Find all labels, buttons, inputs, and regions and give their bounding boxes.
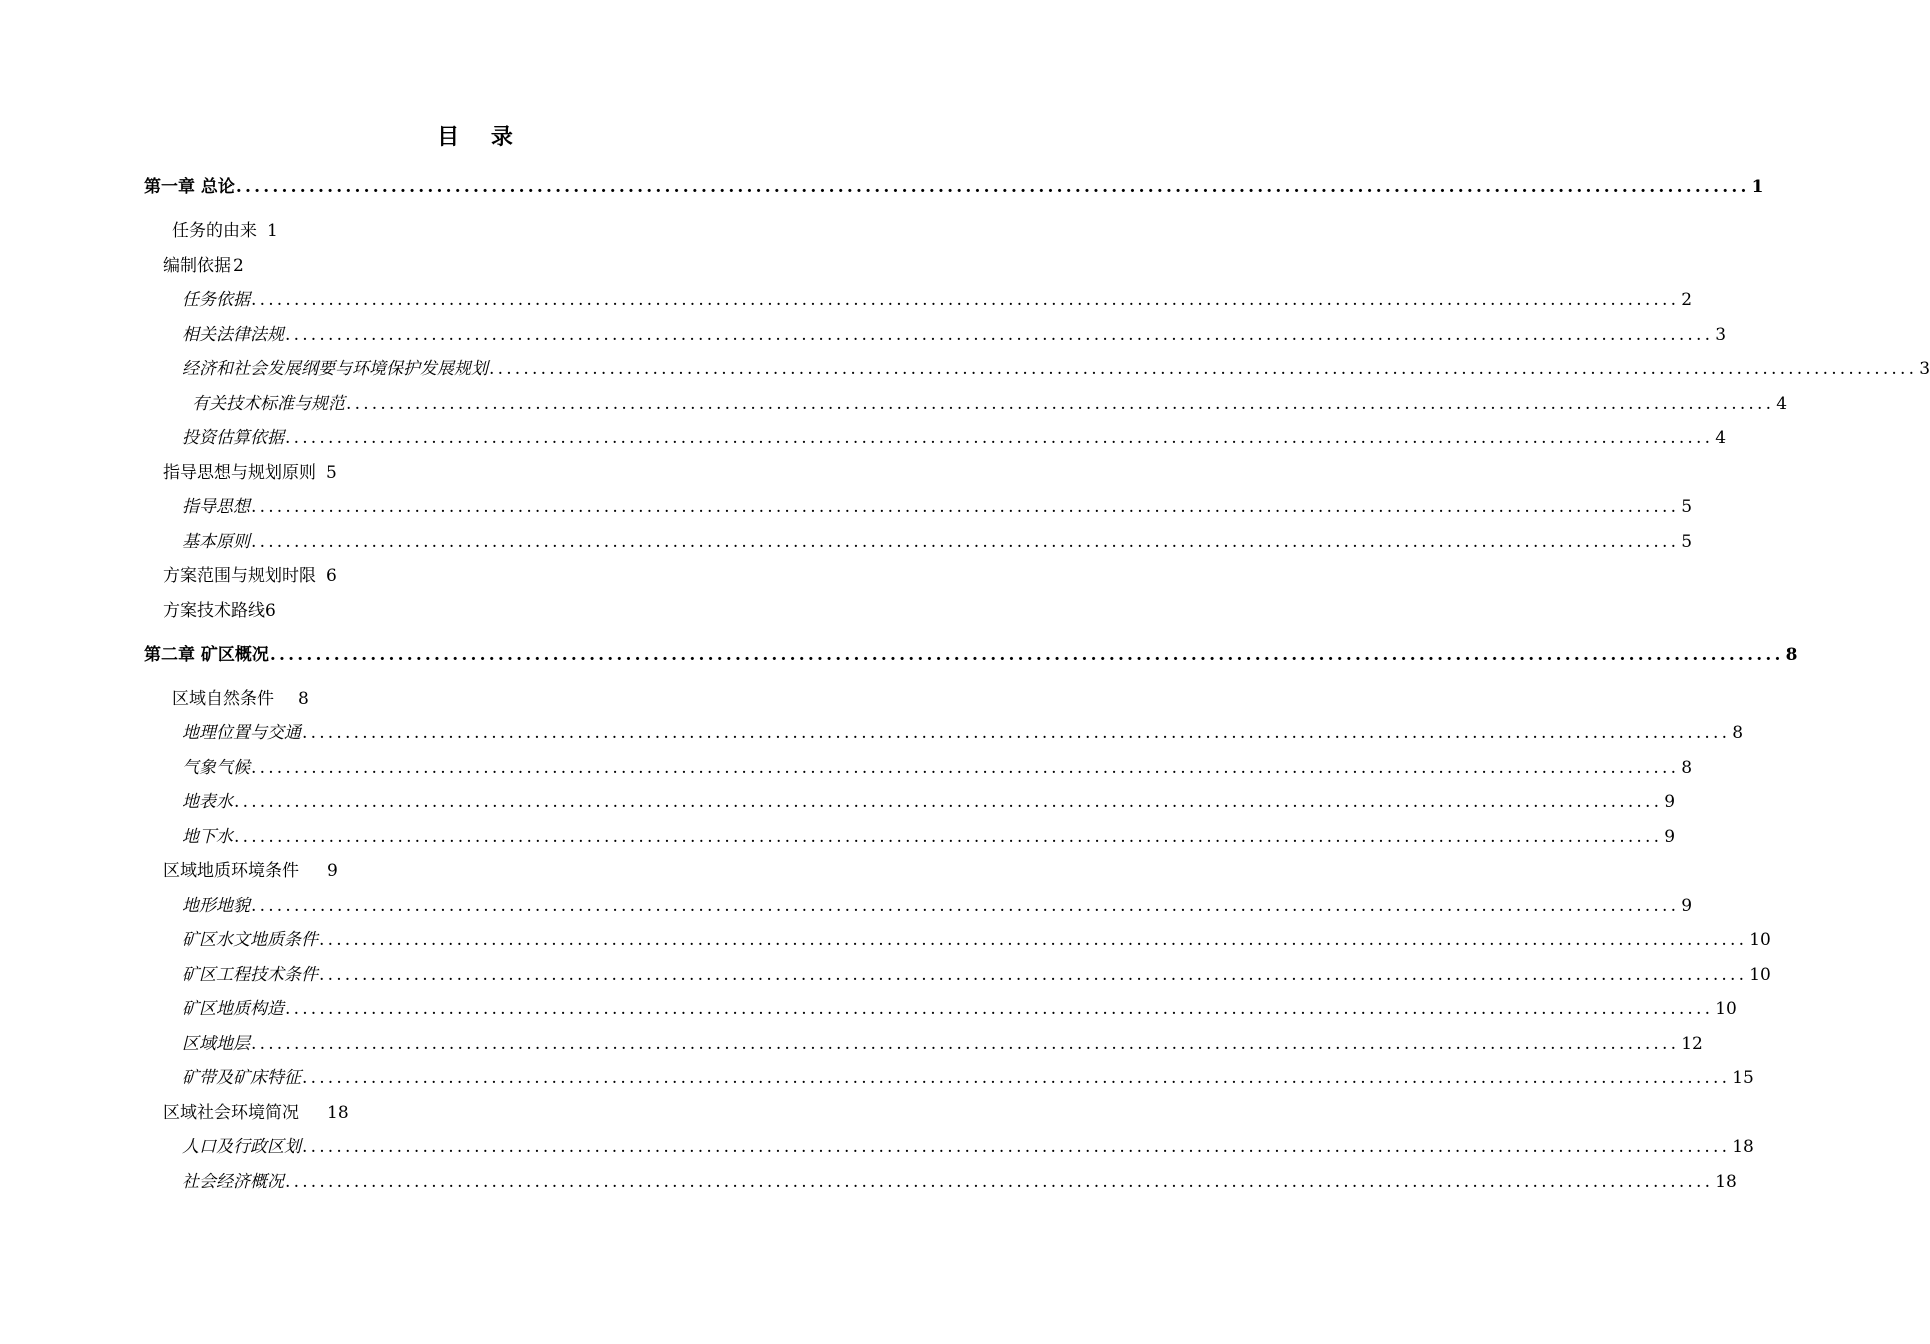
dot-leader: ...................................................................................................................................................................... (251, 290, 1680, 310)
dot-leader: ...................................................................................................................................................................... (251, 896, 1680, 916)
toc-subsection-label: 地形地貌 (182, 896, 250, 916)
toc-page-number: 5 (326, 463, 337, 483)
toc-page-number: 18 (327, 1103, 349, 1123)
toc-page-number: 1 (267, 221, 278, 241)
toc-subsection[interactable] (182, 1167, 1737, 1192)
toc-subsection[interactable] (182, 527, 1693, 552)
toc-subsection-label: 经济和社会发展纲要与环境保护发展规划 (182, 359, 488, 379)
toc-subsection-label: 任务依据 (182, 290, 250, 310)
toc-chapter-1[interactable] (144, 172, 1764, 197)
toc-section-label: 区域地质环境条件 (163, 861, 299, 881)
toc-title: 目 录 (437, 125, 525, 150)
toc-subsection-label: 地表水 (182, 792, 233, 812)
toc-subsection[interactable] (182, 492, 1693, 517)
toc-subsection-label: 矿区水文地质条件 (182, 930, 318, 950)
toc-subsection-label: 区域地层 (182, 1034, 250, 1054)
toc-section-1-2[interactable] (163, 251, 244, 276)
dot-leader: ...................................................................................................................................................................... (234, 827, 1663, 847)
toc-page-number: 9 (1681, 896, 1693, 916)
toc-page-number: 3 (1715, 325, 1727, 345)
toc-subsection-label: 有关技术标准与规范 (192, 394, 345, 414)
toc-subsection[interactable] (182, 320, 1727, 345)
toc-page-number: 10 (1749, 965, 1771, 985)
toc-subsection[interactable] (182, 1132, 1754, 1157)
dot-leader: ...................................................................................................................................................................... (319, 965, 1748, 985)
toc-subsection[interactable] (182, 891, 1693, 916)
toc-page-number: 2 (1681, 290, 1693, 310)
dot-leader: ...................................................................................................................................................................... (234, 792, 1663, 812)
dot-leader: ...................................................................................................................................................................... (285, 325, 1714, 345)
toc-section-1-3[interactable] (163, 458, 337, 483)
toc-subsection[interactable] (182, 1063, 1754, 1088)
toc-page-number: 18 (1732, 1137, 1754, 1157)
toc-subsection[interactable] (182, 285, 1693, 310)
dot-leader: ...................................................................................................................................................................... (489, 359, 1918, 379)
dot-leader: ...................................................................................................................................................................... (346, 394, 1775, 414)
toc-page-number: 6 (265, 601, 276, 621)
toc-page-number: 6 (326, 566, 337, 586)
toc-subsection[interactable] (182, 753, 1693, 778)
toc-page-number: 9 (1664, 792, 1676, 812)
toc-subsection-label: 投资估算依据 (182, 428, 284, 448)
toc-subsection-label: 基本原则 (182, 532, 250, 552)
dot-leader: ...................................................................................................................................................................... (302, 723, 1731, 743)
dot-leader: ...................................................................................................................................................................... (269, 645, 1784, 665)
dot-leader: ...................................................................................................................................................................... (251, 1034, 1680, 1054)
dot-leader: ...................................................................................................................................................................... (302, 1137, 1731, 1157)
toc-subsection-label: 人口及行政区划 (182, 1137, 301, 1157)
toc-subsection-label: 矿区地质构造 (182, 999, 284, 1019)
toc-section-2-1[interactable] (172, 684, 309, 709)
toc-page-number: 5 (1681, 532, 1693, 552)
toc-subsection-label: 矿区工程技术条件 (182, 965, 318, 985)
toc-subsection[interactable] (182, 994, 1737, 1019)
toc-subsection[interactable] (182, 354, 1930, 379)
toc-page-number: 5 (1681, 497, 1693, 517)
toc-subsection-label: 地理位置与交通 (182, 723, 301, 743)
toc-section-label: 方案范围与规划时限 (163, 566, 316, 586)
dot-leader: ...................................................................................................................................................................... (251, 758, 1680, 778)
toc-subsection-label: 指导思想 (182, 497, 250, 517)
dot-leader: ...................................................................................................................................................................... (319, 930, 1748, 950)
toc-subsection[interactable] (182, 960, 1771, 985)
toc-page-number: 9 (1664, 827, 1676, 847)
toc-subsection[interactable] (182, 718, 1744, 743)
toc-subsection[interactable] (182, 822, 1676, 847)
toc-page-number: 8 (298, 689, 309, 709)
toc-page-number: 18 (1715, 1172, 1737, 1192)
toc-page-number: 9 (327, 861, 338, 881)
toc-page-number: 1 (1751, 177, 1764, 197)
dot-leader: ...................................................................................................................................................................... (285, 428, 1714, 448)
toc-page-number: 10 (1715, 999, 1737, 1019)
toc-chapter-2[interactable] (144, 640, 1798, 665)
dot-leader: ...................................................................................................................................................................... (251, 497, 1680, 517)
toc-chapter-label: 第一章 总论 (144, 177, 235, 197)
toc-chapter-label: 第二章 矿区概况 (144, 645, 269, 665)
toc-section-label: 指导思想与规划原则 (163, 463, 316, 483)
toc-page-number: 4 (1776, 394, 1788, 414)
toc-page-number: 15 (1732, 1068, 1754, 1088)
toc-subsection-label: 相关法律法规 (182, 325, 284, 345)
toc-section-1-4[interactable] (163, 561, 337, 586)
dot-leader: ...................................................................................................................................................................... (235, 177, 1750, 197)
toc-subsection[interactable] (182, 1029, 1703, 1054)
toc-page-number: 8 (1785, 645, 1798, 665)
toc-page-number: 8 (1732, 723, 1744, 743)
toc-subsection[interactable] (182, 925, 1771, 950)
toc-subsection-label: 气象气候 (182, 758, 250, 778)
toc-page-number: 3 (1919, 359, 1930, 379)
toc-page-number: 8 (1681, 758, 1693, 778)
toc-section-label: 方案技术路线 (163, 601, 265, 621)
toc-subsection[interactable] (182, 787, 1676, 812)
toc-section-label: 任务的由来 (172, 221, 257, 241)
toc-section-1-1[interactable] (172, 216, 278, 241)
toc-section-label: 编制依据 (163, 256, 231, 276)
toc-section-label: 区域社会环境简况 (163, 1103, 299, 1123)
dot-leader: ...................................................................................................................................................................... (285, 999, 1714, 1019)
toc-section-1-5[interactable] (163, 596, 276, 621)
toc-section-2-3[interactable] (163, 1098, 349, 1123)
toc-subsection[interactable] (182, 423, 1727, 448)
toc-subsection[interactable] (192, 389, 1788, 414)
toc-subsection-label: 社会经济概况 (182, 1172, 284, 1192)
toc-page-number: 10 (1749, 930, 1771, 950)
dot-leader: ...................................................................................................................................................................... (302, 1068, 1731, 1088)
toc-page-number: 4 (1715, 428, 1727, 448)
toc-page-number: 2 (233, 256, 244, 276)
toc-page-number: 12 (1681, 1034, 1703, 1054)
toc-subsection-label: 矿带及矿床特征 (182, 1068, 301, 1088)
toc-section-label: 区域自然条件 (172, 689, 274, 709)
dot-leader: ...................................................................................................................................................................... (251, 532, 1680, 552)
dot-leader: ...................................................................................................................................................................... (285, 1172, 1714, 1192)
toc-section-2-2[interactable] (163, 856, 338, 881)
toc-subsection-label: 地下水 (182, 827, 233, 847)
